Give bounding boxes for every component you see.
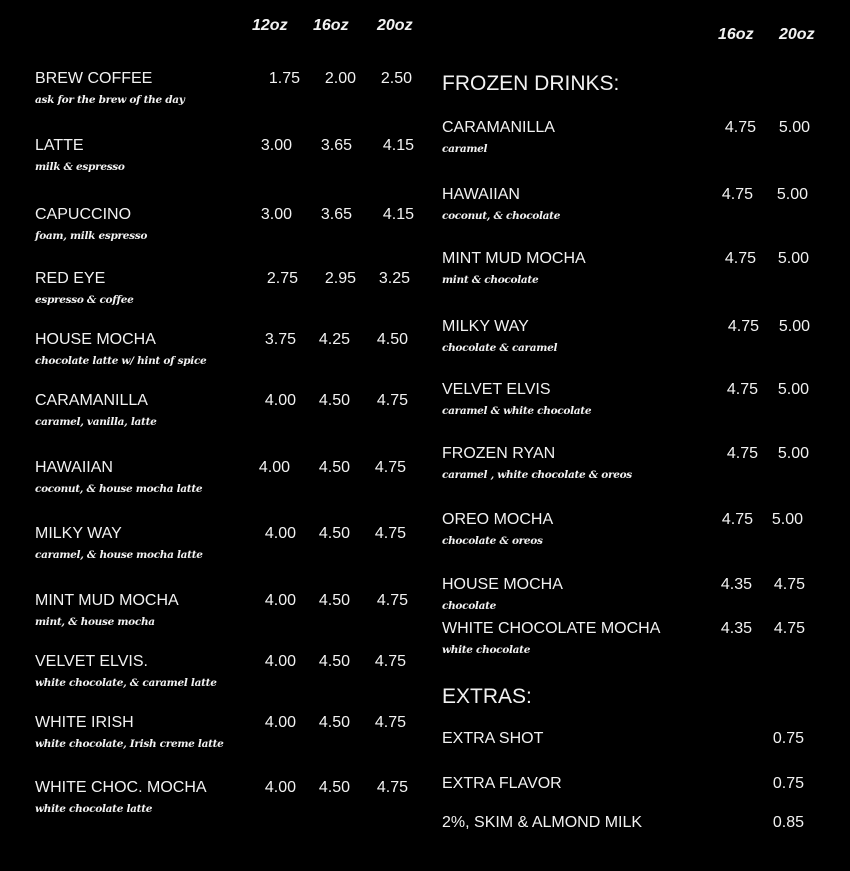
menu-item-name: MILKY WAY (35, 525, 122, 542)
size-header: 12oz (252, 17, 288, 34)
menu-item-price: 4.75 (726, 445, 758, 462)
menu-item-price: 4.00 (264, 392, 296, 409)
menu-item-price: 4.00 (264, 592, 296, 609)
menu-item-price: 5.00 (777, 381, 809, 398)
menu-item-price: 2.50 (380, 70, 412, 87)
menu-item-description: mint & chocolate (442, 274, 539, 286)
menu-item-price: 4.75 (374, 653, 406, 670)
menu-item-price: 4.50 (376, 331, 408, 348)
menu-item-description: caramel (442, 143, 488, 155)
extra-item-name: 2%, SKIM & ALMOND MILK (442, 814, 643, 831)
menu-item-price: 4.75 (376, 779, 408, 796)
menu-item-description: chocolate & caramel (442, 342, 558, 354)
menu-item-price: 5.00 (777, 250, 809, 267)
menu-item-name: CARAMANILLA (442, 119, 555, 136)
size-header: 16oz (718, 26, 754, 43)
menu-item-name: HOUSE MOCHA (35, 331, 156, 348)
menu-item-name: HOUSE MOCHA (442, 576, 563, 593)
menu-item-price: 4.75 (376, 392, 408, 409)
menu-item-price: 4.75 (727, 318, 759, 335)
menu-item-price: 4.50 (318, 525, 350, 542)
menu-item-description: caramel , white chocolate & oreos (442, 469, 632, 481)
menu-item-description: mint, & house mocha (35, 616, 155, 628)
menu-item-price: 3.25 (378, 270, 410, 287)
menu-item-price: 4.00 (258, 459, 290, 476)
menu-item-price: 3.00 (260, 137, 292, 154)
menu-item-description: white chocolate latte (35, 803, 153, 815)
menu-item-name: CARAMANILLA (35, 392, 148, 409)
menu-item-name: LATTE (35, 137, 84, 154)
menu-item-description: caramel & white chocolate (442, 405, 592, 417)
menu-item-price: 4.00 (264, 653, 296, 670)
menu-item-name: WHITE CHOCOLATE MOCHA (442, 620, 661, 637)
menu-item-description: caramel, vanilla, latte (35, 416, 157, 428)
menu-item-price: 1.75 (268, 70, 300, 87)
menu-item-description: caramel, & house mocha latte (35, 549, 203, 561)
menu-item-price: 3.65 (320, 137, 352, 154)
menu-item-price: 2.75 (266, 270, 298, 287)
menu-item-name: MINT MUD MOCHA (35, 592, 179, 609)
menu-item-price: 4.50 (318, 779, 350, 796)
menu-item-price: 4.35 (720, 576, 752, 593)
menu-item-description: white chocolate (442, 644, 531, 656)
menu-item-description: white chocolate, & caramel latte (35, 677, 217, 689)
size-header: 20oz (779, 26, 815, 43)
menu-item-price: 4.35 (720, 620, 752, 637)
menu-item-name: HAWAIIAN (442, 186, 520, 203)
menu-item-price: 5.00 (778, 119, 810, 136)
extra-item-name: EXTRA SHOT (442, 730, 544, 747)
section-title: FROZEN DRINKS: (442, 72, 620, 95)
menu-item-description: coconut, & chocolate (442, 210, 561, 222)
menu-item-description: chocolate latte w/ hint of spice (35, 355, 207, 367)
menu-item-name: OREO MOCHA (442, 511, 554, 528)
menu-item-price: 4.75 (374, 459, 406, 476)
menu-item-price: 4.75 (374, 714, 406, 731)
menu-item-name: CAPUCCINO (35, 206, 132, 223)
menu-item-price: 4.25 (318, 331, 350, 348)
menu-item-name: MINT MUD MOCHA (442, 250, 586, 267)
menu-item-price: 4.75 (726, 381, 758, 398)
menu-item-price: 4.75 (376, 592, 408, 609)
menu-item-price: 4.50 (318, 459, 350, 476)
menu-item-name: RED EYE (35, 270, 106, 287)
size-header: 16oz (313, 17, 349, 34)
menu-item-description: chocolate & oreos (442, 535, 543, 547)
menu-item-price: 2.00 (324, 70, 356, 87)
menu-item-price: 3.65 (320, 206, 352, 223)
menu-item-price: 4.50 (318, 592, 350, 609)
menu-item-price: 4.75 (721, 511, 753, 528)
size-header: 20oz (377, 17, 413, 34)
menu-item-price: 4.75 (374, 525, 406, 542)
menu-item-description: coconut, & house mocha latte (35, 483, 203, 495)
menu-item-price: 4.15 (382, 206, 414, 223)
menu-item-price: 3.00 (260, 206, 292, 223)
extra-item-price: 0.75 (772, 775, 804, 792)
menu-item-price: 4.00 (264, 714, 296, 731)
menu-item-price: 5.00 (776, 186, 808, 203)
menu-item-price: 4.75 (721, 186, 753, 203)
menu-item-price: 4.75 (724, 250, 756, 267)
menu-item-name: VELVET ELVIS (442, 381, 551, 398)
menu-item-name: VELVET ELVIS. (35, 653, 148, 670)
extra-item-name: EXTRA FLAVOR (442, 775, 562, 792)
menu-item-name: BREW COFFEE (35, 70, 153, 87)
menu-item-name: WHITE CHOC. MOCHA (35, 779, 207, 796)
menu-item-name: WHITE IRISH (35, 714, 134, 731)
menu-item-price: 4.00 (264, 779, 296, 796)
menu-item-price: 4.75 (724, 119, 756, 136)
extra-item-price: 0.85 (772, 814, 804, 831)
menu-item-description: foam, milk espresso (35, 230, 148, 242)
menu-item-description: ask for the brew of the day (35, 94, 185, 106)
section-title: EXTRAS: (442, 685, 532, 708)
menu-item-price: 4.75 (773, 576, 805, 593)
menu-item-name: FROZEN RYAN (442, 445, 556, 462)
menu-item-price: 4.50 (318, 392, 350, 409)
menu-item-description: milk & espresso (35, 161, 125, 173)
menu-item-description: chocolate (442, 600, 497, 612)
menu-item-price: 2.95 (324, 270, 356, 287)
menu-item-price: 5.00 (771, 511, 803, 528)
menu-item-price: 4.15 (382, 137, 414, 154)
menu-item-name: MILKY WAY (442, 318, 529, 335)
menu-item-description: white chocolate, Irish creme latte (35, 738, 224, 750)
menu-item-price: 5.00 (778, 318, 810, 335)
menu-item-price: 3.75 (264, 331, 296, 348)
menu-item-price: 4.75 (773, 620, 805, 637)
menu-item-price: 4.50 (318, 653, 350, 670)
menu-item-price: 4.00 (264, 525, 296, 542)
menu-item-price: 5.00 (777, 445, 809, 462)
menu-item-description: espresso & coffee (35, 294, 134, 306)
menu-item-name: HAWAIIAN (35, 459, 113, 476)
extra-item-price: 0.75 (772, 730, 804, 747)
menu-item-price: 4.50 (318, 714, 350, 731)
